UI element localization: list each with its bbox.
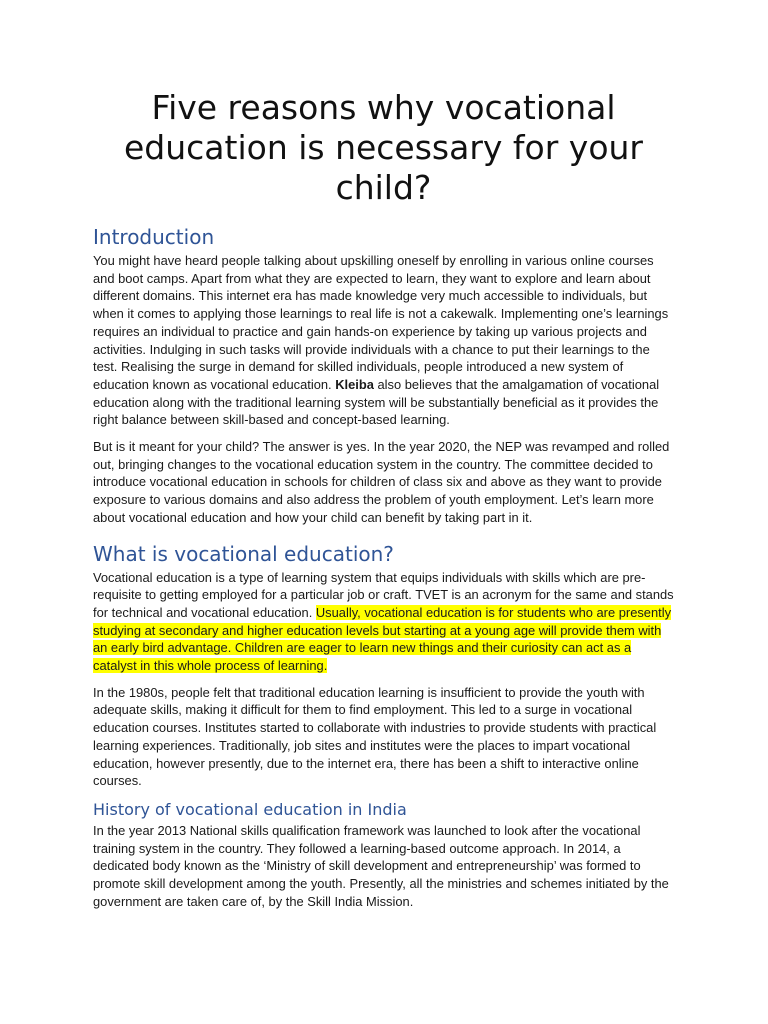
heading-what-is-vocational-education: What is vocational education? xyxy=(93,541,394,566)
what-paragraph-1 xyxy=(93,569,674,675)
heading-history: History of vocational education in India xyxy=(93,799,407,819)
highlighted-text: Usually, vocational education is for students who are presently studying at secondary and higher education levels but starting at a young age will provide them with an early bird advantage. Children are eager to learn new things and their curiosity can act as a catalyst in this whole process of learning. xyxy=(93,604,672,674)
what-paragraph-2: In the 1980s, people felt that traditional education learning is insufficient to provide the youth with adequate skills, making it difficult for them to find employment. This led to a surge in vocational education courses. Institutes started to collaborate with industries to provide students with practical learning experiences. Traditionally, job sites and institutes were the places to impart vocational education, however presently, due to the internet era, there has been a shift to interactive online courses. xyxy=(93,684,657,789)
intro-p1-text-after: also believes that the amalgamation of vocational education along with the traditional learning system will be substantially beneficial as it provides the right balance between skill-based and concept-based learning. xyxy=(93,376,660,428)
brand-name-kleiba: Kleiba xyxy=(335,376,374,392)
intro-paragraph-1 xyxy=(93,252,674,429)
document-title: Five reasons why vocational education is necessary for your child? xyxy=(123,88,643,207)
heading-introduction: Introduction xyxy=(93,225,215,249)
intro-paragraph-2: But is it meant for your child? The answer is yes. In the year 2020, the NEP was revamped and rolled out, bringing changes to the vocational education system in the country. The committee decided to introduce vocational education in schools for children of class six and above as they want to provide exposure to various domains and also address the problem of youth employment. Let’s learn more about vocational education and how your child can benefit by taking part in it. xyxy=(93,439,670,525)
history-paragraph-1: In the year 2013 National skills qualification framework was launched to look after the vocational training system in the country. They followed a learning-based outcome approach. In 2014, a dedicated body known as the ‘Ministry of skill development and entrepreneurship’ was formed to promote skill development among the youth. Presently, all the ministries and schemes initiated by the government are taken care of, by the Skill India Mission. xyxy=(93,822,669,909)
intro-p1-text-before: You might have heard people talking about upskilling oneself by enrolling in various online courses and boot camps. Apart from what they are expected to learn, they want to explore and learn about different domains. This internet era has made knowledge very much accessible to individuals, but when it comes to applying those learnings to real life is not a cakewalk. Implementing one’s learnings requires an individual to practice and gain hands-on experience by taking up various projects and activities. Indulging in such tasks will provide individuals with a chance to put their learnings to the test. Realising the surge in demand for skilled individuals, people introduced a new system of education known as vocational education. xyxy=(93,253,669,392)
what-p1-plain-text: Vocational education is a type of learning system that equips individuals with skills which are pre-requisite to getting employed for a particular job or craft. TVET is an acronym for the same and stands for technical and vocational education. xyxy=(93,569,674,620)
